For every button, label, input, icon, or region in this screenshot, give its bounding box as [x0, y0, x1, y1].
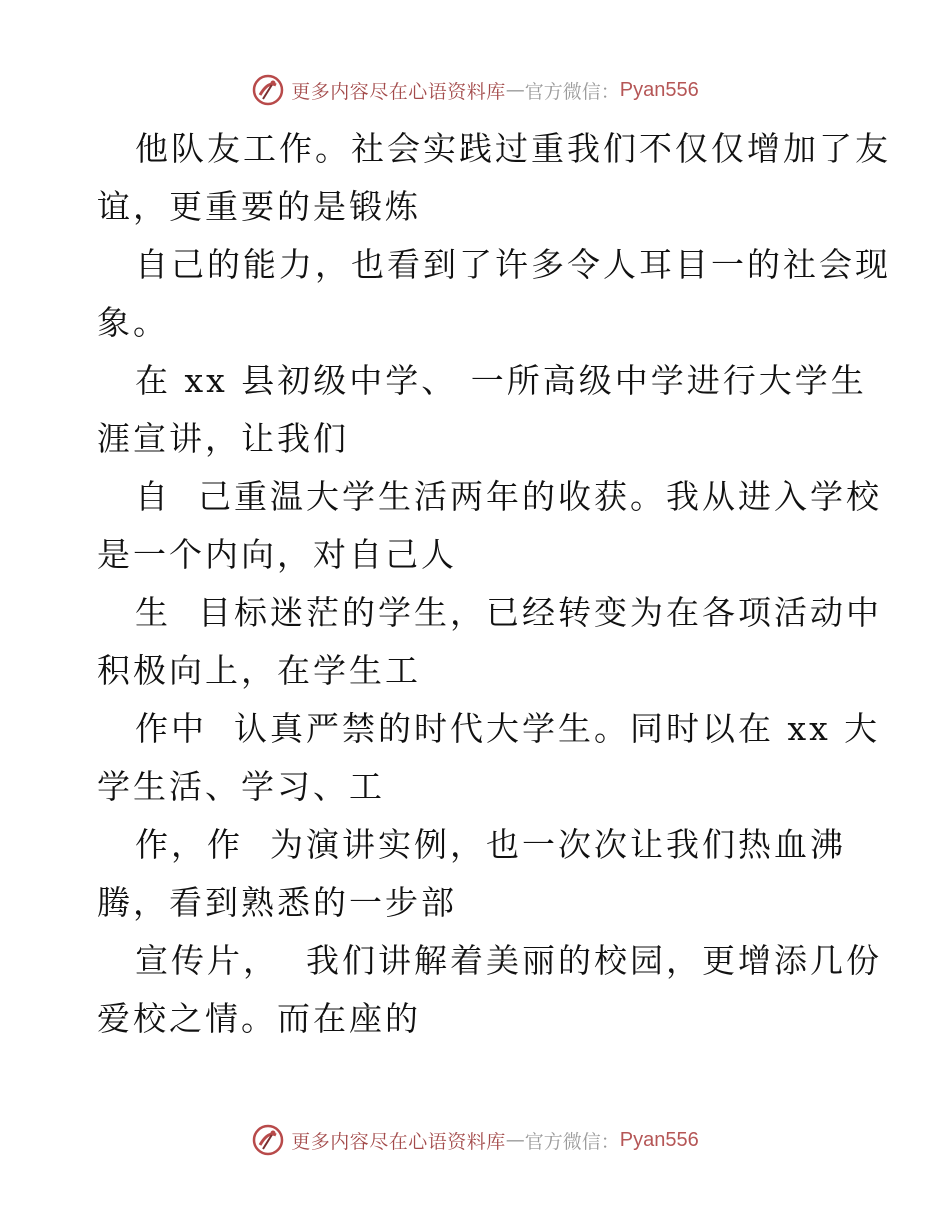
- body-line: 自 己重温大学生活两年的收获。我从进入学校: [135, 477, 882, 516]
- body-line: 生 目标迷茫的学生，已经转变为在各项活动中: [135, 593, 882, 632]
- body-line: 他队友工作。社会实践过重我们不仅仅增加了友: [135, 129, 891, 168]
- watermark-id: Pyan556: [619, 78, 699, 101]
- watermark-id: Pyan556: [619, 1128, 699, 1151]
- body-line: 学生活、学习、工: [97, 767, 385, 806]
- watermark-dash: —: [505, 79, 525, 101]
- logo-icon: [251, 73, 285, 107]
- body-line: 爱校之情。而在座的: [97, 999, 421, 1038]
- watermark-suffix: 官方微信：: [524, 1130, 620, 1153]
- body-line: 积极向上，在学生工: [97, 651, 421, 690]
- body-line: 在 xx 县初级中学、 一所高级中学进行大学生: [135, 361, 867, 400]
- header-watermark: [0, 70, 950, 110]
- watermark-dash: —: [505, 1129, 525, 1151]
- watermark-suffix: 官方微信：: [524, 80, 620, 103]
- watermark-site-text: 更多内容尽在心语资料库: [291, 80, 506, 103]
- body-line: 作中 认真严禁的时代大学生。同时以在 xx 大: [135, 709, 881, 748]
- body-line: 宣传片， 我们讲解着美丽的校园，更增添几份: [135, 941, 882, 980]
- body-line: 作，作 为演讲实例，也一次次让我们热血沸: [135, 825, 846, 864]
- body-line: 自己的能力，也看到了许多令人耳目一的社会现: [135, 245, 891, 284]
- body-line: 象。: [97, 303, 169, 342]
- watermark-site-text: 更多内容尽在心语资料库: [291, 1130, 506, 1153]
- body-line: 腾，看到熟悉的一步部: [97, 883, 457, 922]
- footer-watermark: [0, 1120, 950, 1160]
- logo-icon: [251, 1123, 285, 1157]
- body-line: 是一个内向，对自己人: [97, 535, 457, 574]
- body-line: 涯宣讲，让我们: [97, 419, 349, 458]
- body-line: 谊，更重要的是锻炼: [97, 187, 421, 226]
